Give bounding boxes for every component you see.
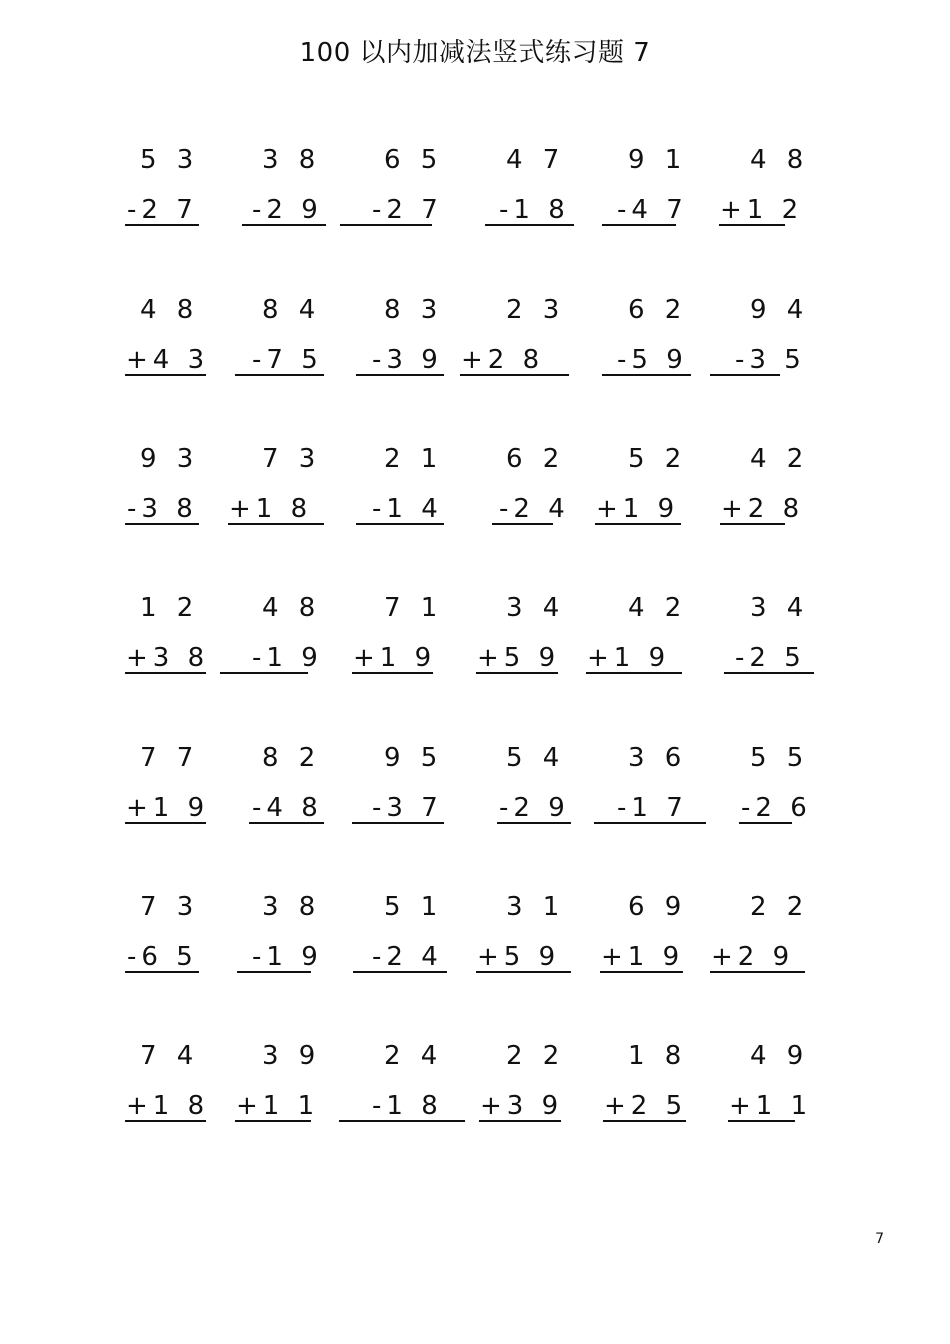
problem-bottom-operand: +5 9 (477, 643, 561, 673)
problem-top-number: 9 3 (140, 444, 200, 474)
problem-top-number: 3 1 (506, 892, 566, 922)
answer-underline (497, 822, 571, 824)
problem-bottom-operand: -2 6 (741, 793, 812, 823)
answer-underline (242, 224, 326, 226)
problem-top-number: 1 8 (628, 1041, 688, 1071)
problem-bottom-operand: -2 4 (372, 942, 443, 972)
problem-top-number: 9 5 (384, 743, 444, 773)
problem-top-number: 5 4 (506, 743, 566, 773)
answer-underline (479, 1120, 561, 1122)
answer-underline (710, 971, 805, 973)
problem-bottom-operand: +1 9 (587, 643, 671, 673)
problem-bottom-operand: -3 8 (127, 494, 198, 524)
answer-underline (710, 374, 780, 376)
problem-bottom-operand: +2 8 (461, 345, 545, 375)
problem-bottom-operand: -1 9 (252, 942, 323, 972)
problem-top-number: 5 1 (384, 892, 444, 922)
problem-bottom-operand: -7 5 (252, 345, 323, 375)
answer-underline (595, 523, 681, 525)
page-number: 7 (875, 1231, 884, 1247)
problem-bottom-operand: +3 9 (480, 1091, 564, 1121)
answer-underline (586, 672, 682, 674)
problem-bottom-operand: -1 8 (372, 1091, 443, 1121)
problem-bottom-operand: -4 8 (252, 793, 323, 823)
problem-top-number: 6 5 (384, 145, 444, 175)
answer-underline (353, 971, 447, 973)
answer-underline (339, 1120, 465, 1122)
problem-bottom-operand: +1 9 (596, 494, 680, 524)
problem-top-number: 8 4 (262, 295, 322, 325)
answer-underline (476, 672, 558, 674)
problem-top-number: 6 2 (628, 295, 688, 325)
answer-underline (125, 822, 206, 824)
answer-underline (603, 1120, 686, 1122)
problem-top-number: 7 7 (140, 743, 200, 773)
problem-top-number: 8 3 (384, 295, 444, 325)
answer-underline (485, 224, 574, 226)
problem-bottom-operand: -1 8 (499, 195, 570, 225)
problem-bottom-operand: +3 8 (126, 643, 210, 673)
problem-top-number: 3 9 (262, 1041, 322, 1071)
problem-top-number: 9 4 (750, 295, 810, 325)
problem-top-number: 3 8 (262, 145, 322, 175)
problem-top-number: 4 8 (140, 295, 200, 325)
answer-underline (249, 822, 324, 824)
answer-underline (352, 822, 444, 824)
problem-bottom-operand: -5 9 (617, 345, 688, 375)
answer-underline (235, 374, 324, 376)
problem-top-number: 3 4 (750, 593, 810, 623)
answer-underline (739, 822, 792, 824)
problem-top-number: 2 1 (384, 444, 444, 474)
problem-top-number: 5 2 (628, 444, 688, 474)
problem-top-number: 7 4 (140, 1041, 200, 1071)
answer-underline (728, 1120, 795, 1122)
problem-bottom-operand: -2 9 (499, 793, 570, 823)
problem-bottom-operand: +1 2 (720, 195, 804, 225)
problem-top-number: 4 2 (628, 593, 688, 623)
answer-underline (228, 523, 324, 525)
problem-bottom-operand: -2 5 (735, 643, 806, 673)
problem-top-number: 2 2 (506, 1041, 566, 1071)
answer-underline (719, 224, 785, 226)
problem-top-number: 2 2 (750, 892, 810, 922)
problem-top-number: 1 2 (140, 593, 200, 623)
problem-top-number: 9 1 (628, 145, 688, 175)
problem-bottom-operand: +1 9 (126, 793, 210, 823)
answer-underline (220, 672, 308, 674)
problem-top-number: 7 3 (262, 444, 322, 474)
answer-underline (340, 224, 432, 226)
problem-bottom-operand: -2 7 (372, 195, 443, 225)
answer-underline (125, 523, 199, 525)
answer-underline (125, 374, 206, 376)
answer-underline (602, 374, 691, 376)
problem-bottom-operand: -2 7 (127, 195, 198, 225)
problem-bottom-operand: +4 3 (126, 345, 210, 375)
problem-top-number: 3 8 (262, 892, 322, 922)
problem-bottom-operand: +1 8 (229, 494, 313, 524)
problem-bottom-operand: -1 4 (372, 494, 443, 524)
problem-top-number: 2 3 (506, 295, 566, 325)
problem-top-number: 8 2 (262, 743, 322, 773)
problem-bottom-operand: +1 1 (729, 1091, 813, 1121)
answer-underline (356, 374, 444, 376)
problem-bottom-operand: +1 9 (353, 643, 437, 673)
problem-top-number: 4 9 (750, 1041, 810, 1071)
answer-underline (600, 971, 683, 973)
problem-top-number: 4 8 (262, 593, 322, 623)
problem-bottom-operand: -1 9 (252, 643, 323, 673)
answer-underline (602, 224, 676, 226)
problem-top-number: 7 3 (140, 892, 200, 922)
answer-underline (460, 374, 569, 376)
problem-bottom-operand: -2 4 (499, 494, 570, 524)
problem-bottom-operand: +1 1 (236, 1091, 320, 1121)
problem-top-number: 3 6 (628, 743, 688, 773)
problem-top-number: 7 1 (384, 593, 444, 623)
problem-top-number: 2 4 (384, 1041, 444, 1071)
problem-bottom-operand: -1 7 (617, 793, 688, 823)
problem-bottom-operand: -3 7 (372, 793, 443, 823)
answer-underline (356, 523, 444, 525)
page-title: 100 以内加减法竖式练习题 7 (299, 38, 651, 68)
problem-bottom-operand: +2 5 (604, 1091, 688, 1121)
problem-top-number: 6 2 (506, 444, 566, 474)
problem-top-number: 4 7 (506, 145, 566, 175)
problem-bottom-operand: -4 7 (617, 195, 688, 225)
answer-underline (476, 971, 571, 973)
problem-bottom-operand: -2 9 (252, 195, 323, 225)
answer-underline (594, 822, 706, 824)
problem-bottom-operand: +2 8 (721, 494, 805, 524)
answer-underline (352, 672, 433, 674)
problem-bottom-operand: -3 5 (735, 345, 806, 375)
problem-top-number: 5 3 (140, 145, 200, 175)
problem-bottom-operand: +2 9 (711, 942, 795, 972)
problem-bottom-operand: +5 9 (477, 942, 561, 972)
answer-underline (492, 523, 553, 525)
answer-underline (125, 1120, 206, 1122)
problem-top-number: 3 4 (506, 593, 566, 623)
problem-bottom-operand: -3 9 (372, 345, 443, 375)
answer-underline (125, 224, 199, 226)
answer-underline (125, 672, 206, 674)
problem-bottom-operand: +1 9 (601, 942, 685, 972)
problem-top-number: 6 9 (628, 892, 688, 922)
problem-bottom-operand: -6 5 (127, 942, 198, 972)
problem-bottom-operand: +1 8 (126, 1091, 210, 1121)
answer-underline (125, 971, 199, 973)
problem-top-number: 4 2 (750, 444, 810, 474)
answer-underline (724, 672, 814, 674)
problem-top-number: 4 8 (750, 145, 810, 175)
answer-underline (235, 1120, 311, 1122)
answer-underline (720, 523, 785, 525)
problem-top-number: 5 5 (750, 743, 810, 773)
answer-underline (237, 971, 311, 973)
